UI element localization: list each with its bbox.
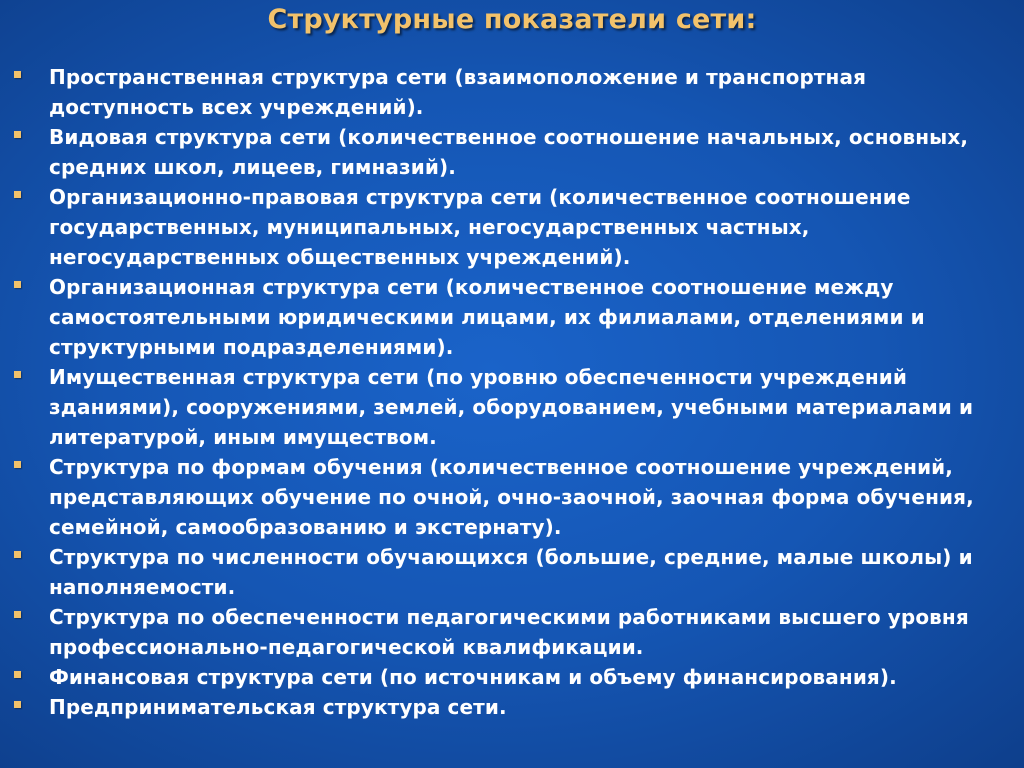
bullet-text: Финансовая структура сети (по источникам и объему финансирования). (49, 665, 897, 689)
bullet-text: Организационная структура сети (количественное соотношение между самостоятельными юридическими лицами, их филиалами, отделениями и структурными подразделениями). (49, 275, 925, 359)
bullet-list (14, 62, 1018, 722)
square-bullet-icon (14, 371, 21, 378)
bullet-item (14, 362, 1018, 452)
bullet-item (14, 602, 1018, 662)
square-bullet-icon (14, 191, 21, 198)
square-bullet-icon (14, 551, 21, 558)
bullet-text: Имущественная структура сети (по уровню обеспеченности учреждений зданиями), сооружениями, землей, оборудованием, учебными материалами и литературой, иным имуществом. (49, 365, 974, 449)
bullet-text: Пространственная структура сети (взаимоположение и транспортная доступность всех учреждений). (49, 65, 867, 119)
bullet-item (14, 272, 1018, 362)
bullet-item (14, 182, 1018, 272)
bullet-item (14, 122, 1018, 182)
bullet-item (14, 62, 1018, 122)
bullet-text: Предпринимательская структура сети. (49, 695, 507, 719)
bullet-item (14, 662, 1018, 692)
bullet-text: Структура по формам обучения (количественное соотношение учреждений, представляющих обучение по очной, очно-заочной, заочная форма обучения, семейной, самообразованию и экстернату). (49, 455, 974, 539)
square-bullet-icon (14, 131, 21, 138)
bullet-item (14, 452, 1018, 542)
bullet-text: Видовая структура сети (количественное соотношение начальных, основных, средних школ, лицеев, гимназий). (49, 125, 969, 179)
slide-title: Структурные показатели сети: (267, 4, 757, 35)
bullet-text: Структура по численности обучающихся (большие, средние, малые школы) и наполняемости. (49, 545, 973, 599)
bullet-text: Организационно-правовая структура сети (количественное соотношение государственных, муниципальных, негосударственных частных, негосударственных общественных учреждений). (49, 185, 911, 269)
square-bullet-icon (14, 611, 21, 618)
bullet-item (14, 542, 1018, 602)
square-bullet-icon (14, 671, 21, 678)
square-bullet-icon (14, 71, 21, 78)
bullet-text: Структура по обеспеченности педагогическими работниками высшего уровня профессионально-педагогической квалификации. (49, 605, 969, 659)
square-bullet-icon (14, 701, 21, 708)
square-bullet-icon (14, 461, 21, 468)
bullet-item (14, 692, 1018, 722)
square-bullet-icon (14, 281, 21, 288)
